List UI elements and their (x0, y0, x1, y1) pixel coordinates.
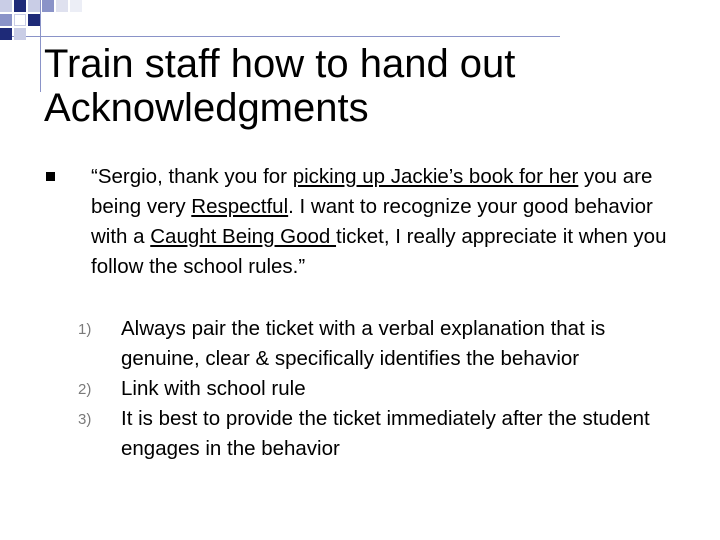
quote-segment: you are being very (91, 165, 653, 218)
decoration-square (28, 14, 40, 26)
decoration-square (14, 14, 26, 26)
slide-title-line: Train staff how to hand out (44, 42, 516, 86)
decoration-square (0, 0, 12, 12)
list-number: 3) (78, 411, 92, 428)
decoration-square (70, 0, 82, 12)
list-number: 2) (78, 381, 92, 398)
decoration-square (0, 14, 12, 26)
quote-underlined-segment: picking up Jackie’s book for her (292, 165, 579, 188)
decoration-square (0, 28, 12, 40)
list-item-text: Always pair the ticket with a verbal explanation that is genuine, clear & specifically identifies the behavior (121, 317, 606, 370)
decoration-square (42, 0, 54, 12)
quote-underlined-segment: Caught Being Good (150, 225, 337, 248)
slide-title (44, 42, 684, 130)
numbered-steps-list (78, 314, 688, 464)
decoration-horizontal-line (0, 36, 560, 37)
list-number: 1) (78, 321, 92, 338)
quote-segment: . I want to recognize your good behavior with a (91, 195, 653, 248)
list-item-text: It is best to provide the ticket immediately after the student engages in the behavior (121, 407, 650, 460)
bullet-square-icon (46, 172, 55, 181)
decoration-square (28, 0, 40, 12)
list-item (78, 314, 688, 374)
decoration-vertical-line (40, 0, 41, 92)
quote-underlined-segment: Respectful (191, 195, 289, 218)
quote-segment: “Sergio, thank you for (91, 165, 293, 188)
quote-segment: ticket, I really appreciate it when you follow the school rules.” (91, 225, 667, 278)
example-quote (91, 162, 681, 282)
decoration-square (14, 28, 26, 40)
decoration-square (14, 0, 26, 12)
slide-title-line: Acknowledgments (44, 86, 369, 130)
decoration-square (56, 0, 68, 12)
list-item-text: Link with school rule (121, 377, 306, 400)
list-item (78, 374, 688, 404)
list-item (78, 404, 688, 464)
